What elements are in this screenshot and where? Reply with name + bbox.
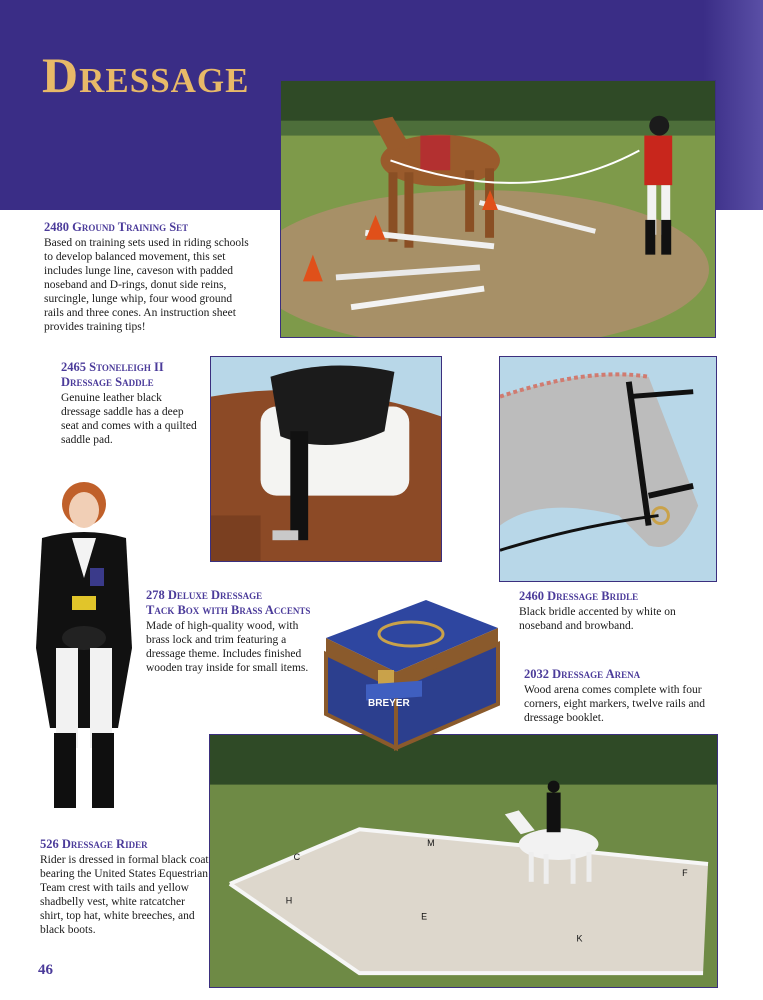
product-description: Made of high-quality wood, with brass lock and trim featuring a dressage theme. Includes finished wooden tray inside for small items. [146,620,309,674]
product-heading: 2032 Dressage Arena [524,667,641,681]
product-2032 [524,667,714,725]
product-heading: 2480 Ground Training Set [44,220,189,234]
product-heading: 526 Dressage Rider [40,837,148,851]
ground-training-photo [280,80,716,338]
arena-marker-m: M [427,838,435,849]
product-526 [40,837,210,937]
page-number: 46 [38,962,53,978]
dressage-bridle-photo [499,356,717,582]
dressage-rider-photo [28,478,140,818]
product-description: Based on training sets used in riding schools to develop balanced movement, this set includes lunge line, caveson with padded noseband and D-rings, donut side reins, surcingle, lunge whip, four wood ground rails and three cones. An instruction sheet provides training tips! [44,237,249,333]
product-2480 [44,220,254,334]
product-2460 [519,589,709,633]
arena-marker-h: H [285,895,293,906]
tack-box-photo [316,598,502,754]
tack-box-logo: BREYER [368,698,410,709]
dressage-arena-photo [209,734,718,988]
arena-marker-e: E [421,911,428,922]
product-description: Wood arena comes complete with four corners, eight markers, twelve rails and dressage booklet. [524,684,706,724]
arena-marker-c: C [293,852,301,863]
product-description: Black bridle accented by white on noseband and browband. [519,606,676,632]
product-2465 [61,360,201,447]
product-heading: 278 Deluxe Dressage Tack Box with Brass Accents [146,588,311,617]
product-heading: 2465 Stoneleigh II Dressage Saddle [61,360,164,389]
product-description: Genuine leather black dressage saddle has a deep seat and comes with a quilted saddle pad. [61,392,197,446]
product-278 [146,588,318,675]
product-description: Rider is dressed in formal black coat bearing the United States Equestrian Team crest with tails and yellow shadbelly vest, white ratcatcher shirt, top hat, white breeches, and black boots. [40,854,209,936]
arena-marker-k: K [576,933,583,944]
arena-marker-f: F [682,867,688,878]
product-heading: 2460 Dressage Bridle [519,589,639,603]
dressage-saddle-photo [210,356,442,562]
page-title: Dressage [42,47,250,103]
